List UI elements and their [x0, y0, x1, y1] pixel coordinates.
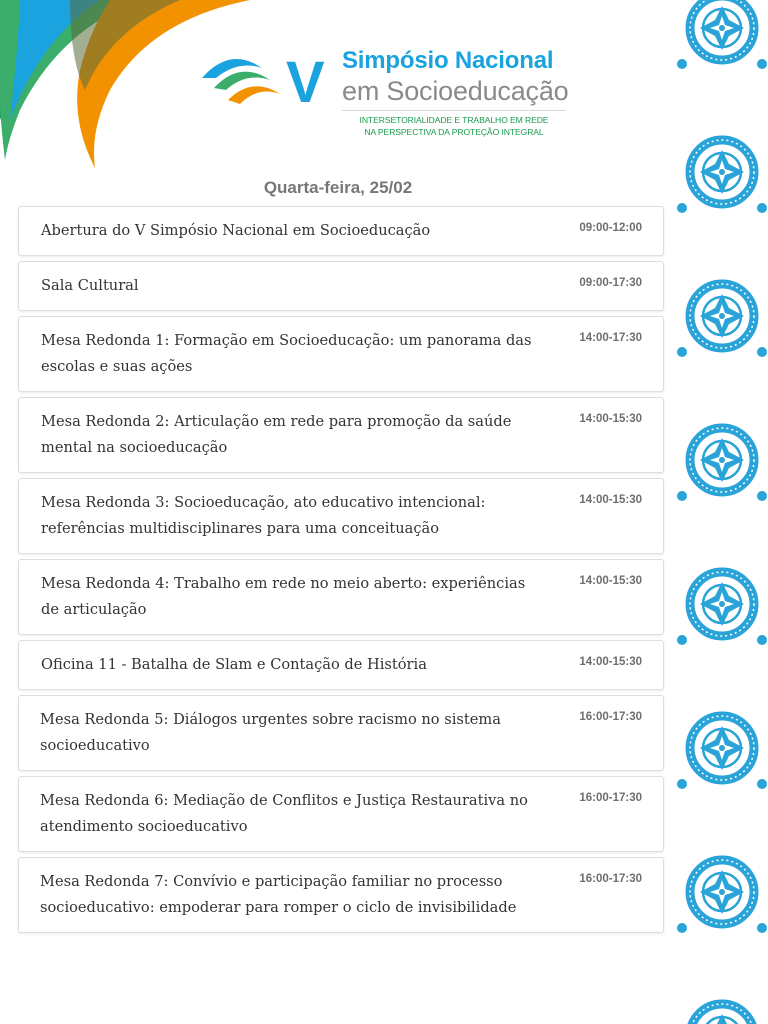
session-time: 14:00-15:30: [579, 494, 642, 506]
session-item[interactable]: [18, 776, 664, 852]
logo-subtitle-line2: NA PERSPECTIVA DA PROTEÇÃO INTEGRAL: [364, 127, 544, 137]
session-item[interactable]: [18, 397, 664, 473]
session-time: 09:00-17:30: [579, 277, 642, 289]
session-item[interactable]: [18, 640, 664, 690]
session-item[interactable]: [18, 857, 664, 933]
session-item[interactable]: [18, 261, 664, 311]
session-item[interactable]: [18, 478, 664, 554]
symposium-logo-icon: [200, 50, 330, 110]
session-time: 14:00-15:30: [579, 656, 642, 668]
logo-title-line1: Simpósio Nacional: [342, 47, 554, 74]
session-time: 09:00-12:00: [579, 222, 642, 234]
session-title: Abertura do V Simpósio Nacional em Socioeducação: [41, 222, 431, 239]
day-heading: Quarta-feira, 25/02: [263, 178, 413, 197]
session-title: Mesa Redonda 1: Formação em Socioeducação: um panorama das escolas e suas ações: [41, 332, 532, 375]
session-title: Mesa Redonda 2: Articulação em rede para promoção da saúde mental na socioeducação: [41, 413, 512, 456]
session-time: 14:00-15:30: [579, 575, 642, 587]
session-time: 16:00-17:30: [579, 792, 642, 804]
session-time: 14:00-17:30: [579, 332, 642, 344]
session-title: Mesa Redonda 3: Socioeducação, ato educativo intencional: referências multidisciplinares para uma conceituação: [41, 494, 486, 537]
session-item[interactable]: [18, 695, 664, 771]
logo-divider: [342, 110, 566, 111]
session-item[interactable]: [18, 316, 664, 392]
session-item[interactable]: [18, 206, 664, 256]
logo-subtitle-line1: INTERSETORIALIDADE E TRABALHO EM REDE: [359, 115, 549, 125]
session-time: 14:00-15:30: [579, 413, 642, 425]
session-title: Mesa Redonda 5: Diálogos urgentes sobre racismo no sistema socioeducativo: [40, 711, 501, 754]
session-title: Sala Cultural: [41, 277, 139, 294]
session-list: [18, 206, 664, 938]
session-time: 16:00-17:30: [579, 873, 642, 885]
tile-pattern-border: [672, 0, 768, 1024]
logo-title-line2: em Socioeducação: [342, 76, 569, 106]
session-time: 16:00-17:30: [579, 711, 642, 723]
session-title: Mesa Redonda 6: Mediação de Conflitos e Justiça Restaurativa no atendimento socioeducativo: [40, 792, 528, 835]
logo-letter: V: [286, 50, 325, 110]
session-title: Oficina 11 - Batalha de Slam e Contação de História: [41, 656, 427, 673]
session-title: Mesa Redonda 7: Convívio e participação familiar no processo socioeducativo: empoderar para romper o ciclo de invisibilidade: [40, 873, 517, 916]
session-item[interactable]: [18, 559, 664, 635]
session-title: Mesa Redonda 4: Trabalho em rede no meio aberto: experiências de articulação: [41, 575, 526, 618]
